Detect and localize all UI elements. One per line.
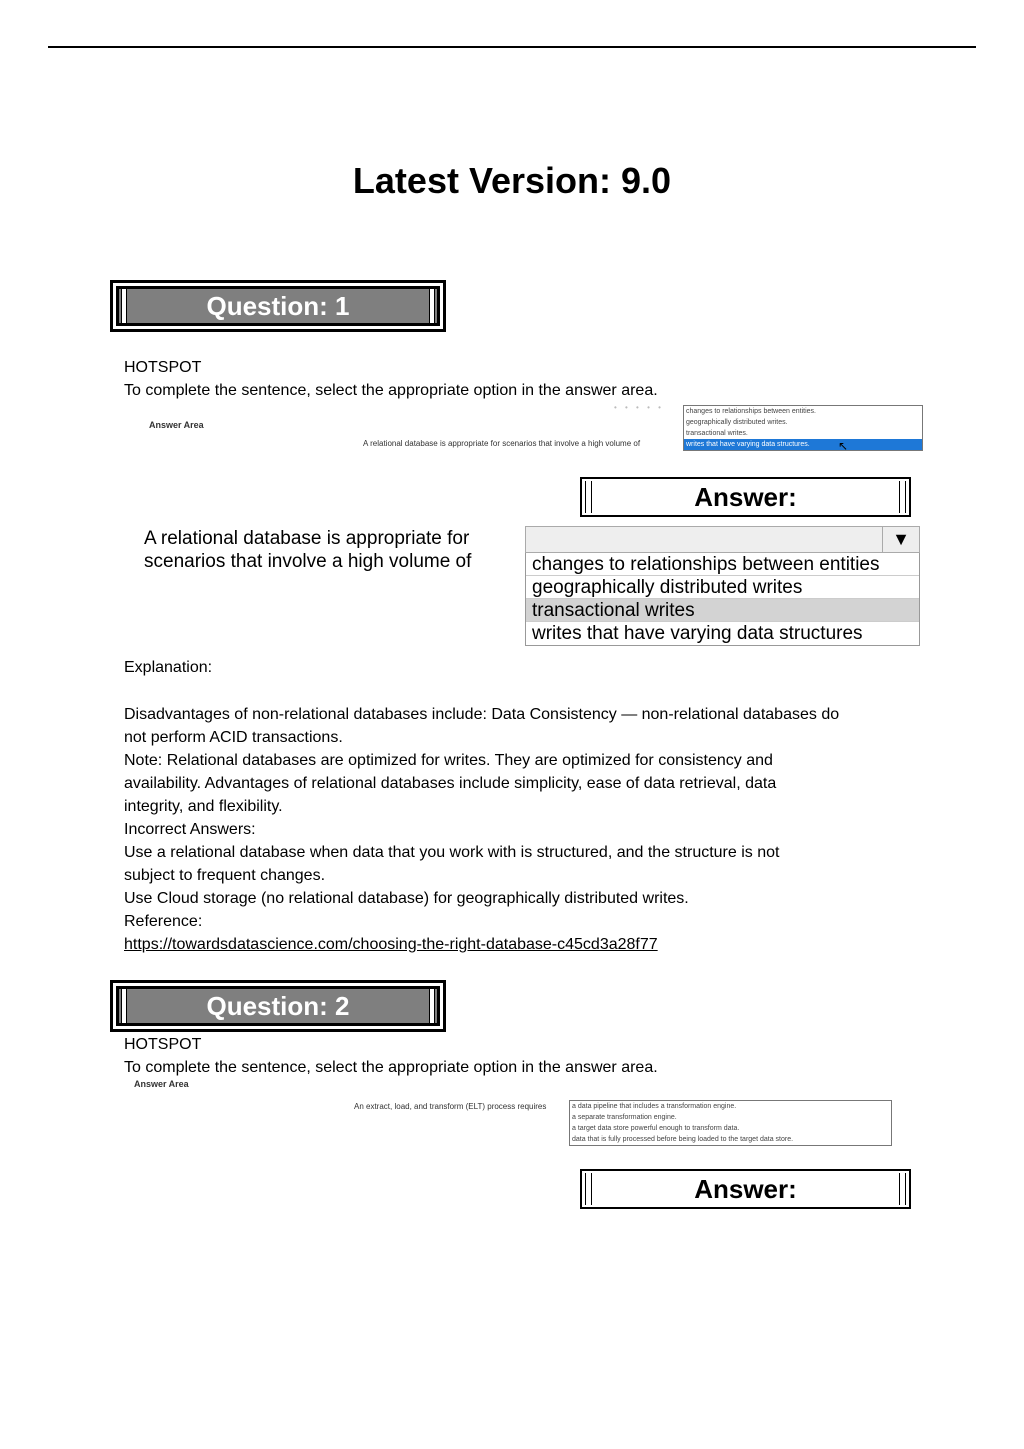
- explanation-line: Disadvantages of non-relational databases include: Data Consistency — non-relational databases do: [124, 706, 840, 723]
- q1-answer-sentence-line1: A relational database is appropriate for: [144, 528, 470, 549]
- q1-answer-option[interactable]: writes that have varying data structures: [532, 623, 863, 644]
- q1-small-dropdown[interactable]: [683, 405, 923, 451]
- q1-dropdown-bar[interactable]: [525, 526, 920, 553]
- q1-answer-dropdown[interactable]: [525, 526, 920, 645]
- q1-answer-option-selected[interactable]: transactional writes: [526, 599, 919, 622]
- q1-explanation: [124, 703, 924, 956]
- q1-small-option[interactable]: changes to relationships between entities.: [686, 408, 816, 415]
- q2-small-option[interactable]: data that is fully processed before being loaded to the target data store.: [572, 1136, 794, 1143]
- q2-instruction: To complete the sentence, select the appropriate option in the answer area.: [124, 1059, 658, 1076]
- q1-explanation-label: Explanation:: [124, 659, 213, 676]
- q2-answer-area-label: Answer Area: [134, 1079, 189, 1089]
- explanation-line: Incorrect Answers:: [124, 821, 256, 838]
- reference-link[interactable]: https://towardsdatascience.com/choosing-the-right-database-c45cd3a28f77: [124, 936, 658, 953]
- q1-answer-label: Answer:: [694, 481, 797, 512]
- top-rule: [48, 46, 976, 48]
- explanation-line: availability. Advantages of relational databases include simplicity, ease of data retrieval, data: [124, 775, 777, 792]
- explanation-line: Use Cloud storage (no relational database) for geographically distributed writes.: [124, 890, 689, 907]
- explanation-line: Use a relational database when data that you work with is structured, and the structure is not: [124, 844, 780, 861]
- q1-small-sentence: A relational database is appropriate for scenarios that involve a high volume of: [363, 439, 641, 448]
- cursor-icon: ↖: [838, 439, 849, 453]
- explanation-line: integrity, and flexibility.: [124, 798, 283, 815]
- q2-small-option[interactable]: a data pipeline that includes a transformation engine.: [572, 1103, 737, 1110]
- question-2-heading-text: Question: 2: [206, 990, 350, 1021]
- q1-answer-banner: [580, 477, 911, 517]
- q1-small-option-highlighted[interactable]: writes that have varying data structures.: [684, 439, 922, 450]
- q1-small-option[interactable]: transactional writes.: [686, 430, 748, 437]
- q1-answer-area-label: Answer Area: [149, 420, 204, 430]
- q2-small-option[interactable]: a separate transformation engine.: [572, 1114, 677, 1121]
- question-1-heading-text: Question: 1: [206, 290, 350, 321]
- question-2-heading: [110, 980, 446, 1032]
- q1-dots: • • • • •: [614, 403, 664, 412]
- q1-answer-option[interactable]: geographically distributed writes: [526, 576, 919, 599]
- explanation-line: Note: Relational databases are optimized for writes. They are optimized for consistency and: [124, 752, 773, 769]
- q2-small-sentence: An extract, load, and transform (ELT) process requires: [354, 1102, 547, 1111]
- q1-answer-option[interactable]: changes to relationships between entities: [526, 553, 919, 576]
- q2-answer-label: Answer:: [694, 1173, 797, 1204]
- q1-answer-sentence: [144, 527, 504, 573]
- q1-instruction: To complete the sentence, select the appropriate option in the answer area.: [124, 382, 658, 399]
- question-1-heading: [110, 280, 446, 332]
- version-title: Latest Version: 9.0: [352, 160, 672, 201]
- q1-small-option[interactable]: geographically distributed writes.: [686, 419, 788, 426]
- q2-small-dropdown[interactable]: [569, 1100, 892, 1146]
- dropdown-arrow-icon[interactable]: ▼: [882, 527, 919, 552]
- q2-answer-banner: [580, 1169, 911, 1209]
- q1-type: HOTSPOT: [124, 359, 202, 376]
- explanation-line: not perform ACID transactions.: [124, 729, 343, 746]
- explanation-line: Reference:: [124, 913, 203, 930]
- q2-small-option[interactable]: a target data store powerful enough to transform data.: [572, 1125, 740, 1132]
- q2-type: HOTSPOT: [124, 1036, 202, 1053]
- explanation-line: subject to frequent changes.: [124, 867, 326, 884]
- q1-answer-sentence-line2: scenarios that involve a high volume of: [144, 551, 472, 572]
- q1-dropdown-options: [525, 553, 920, 646]
